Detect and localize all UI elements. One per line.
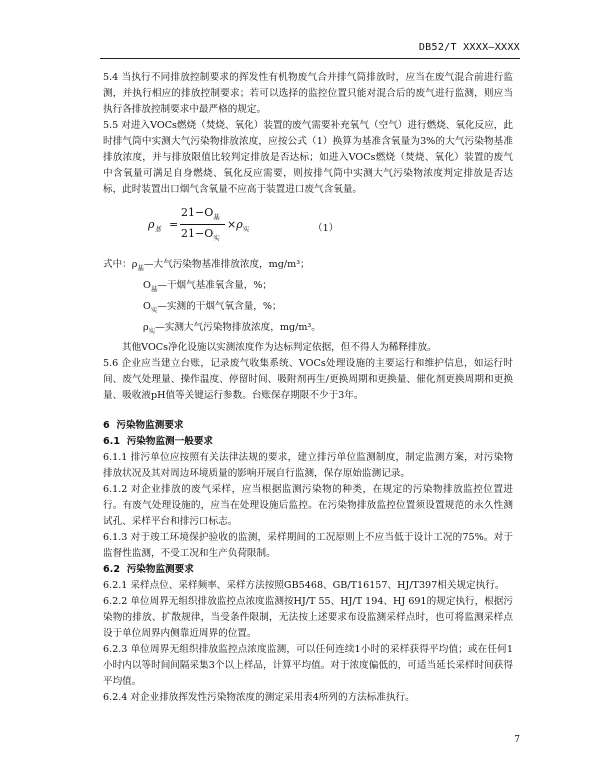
clause-6-1-3: 6.1.3 对于竣工环境保护验收的监测，采样期间的工况原则上不应当低于设计工况的75%。对于监督性监测，不受工况和生产负荷限制。 <box>103 531 513 559</box>
clause-text: 对进入VOCs燃烧（焚烧、氧化）装置的废气需要补充氧气（空气）进行燃烧、氧化反应，此时排气筒中实测大气污染物排放浓度，应按公式（1）换算为基准含氧量为3%的大气污染物基准排放浓度，并与排放限值比较判定排放是否达标；如进入VOCs燃烧（焚烧、氧化）装置的废气中含氧量可满足自身燃烧、氧化反应需要，则按排气筒中实测大气污染物浓度判定排放是否达标，此时装置出口烟气含氧量不应高于装置进口废气含氧量。 <box>103 120 513 195</box>
formula-rhs: $\times\rho_实$ <box>227 218 250 234</box>
clause-5-6 <box>103 356 513 404</box>
clause-6-2-4: 6.2.4 对企业排放挥发性污染物浓度的测定采用表4所列的方法标准执行。 <box>103 691 415 703</box>
standard-code-header: DB52/T XXXX—XXXX <box>418 42 520 53</box>
formula-definition: $O_实—$实测的干烟气氧含量，%； <box>143 300 282 314</box>
formula-definition: $O_基—$干烟气基准氧含量，%； <box>143 279 273 293</box>
formula-number: （1） <box>313 223 339 234</box>
section-6-2-heading: 6.2 污染物监测要求 <box>103 563 194 575</box>
clause-number: 5.5 <box>103 120 119 131</box>
clause-6-2-2: 6.2.2 单位周界无组织排放监控点浓度监测按HJ/T 55、HJ/T 194、HJ 691的规定执行，根据污染物的排放、扩散规律，当受条件限制，无法按上述要求布设监测采样点时，也可将监测采样点设于单位周界内侧靠近周界的位置。 <box>103 595 513 639</box>
formula-equals: = <box>169 218 179 231</box>
formula-denominator: $21-O_实$ <box>181 227 220 243</box>
formula-lhs: $\rho_基$ <box>148 218 161 234</box>
clause-5-5 <box>103 118 513 198</box>
formula-definition: $\rho_实—$实测大气污染物排放浓度，mg/m³。 <box>143 321 321 335</box>
clause-5-4 <box>103 70 513 118</box>
page-number: 7 <box>514 735 520 745</box>
formula-definition: 式中：$\rho_基—$大气污染物基准排放浓度，mg/m³； <box>103 259 310 272</box>
clause-6-1-2: 6.1.2 对企业排放的废气采样，应当根据监测污染物的种类，在规定的污染物排放监控位置进行。有废气处理设施的，应当在处理设施后监控。在污染物排放监控位置须设置规范的永久性测试孔、采样平台和排污口标志。 <box>103 483 513 527</box>
clause-text: 当执行不同排放控制要求的挥发性有机物废气合并排气筒排放时，应当在废气混合前进行监测，并执行相应的排放控制要求；若可以选择的监控位置只能对混合后的废气进行监测，则应当执行各排放控制要求中最严格的规定。 <box>103 72 513 115</box>
fraction-bar <box>180 224 225 225</box>
section-6-1-heading: 6.1 污染物监测一般要求 <box>103 435 214 447</box>
clause-text: 企业应当建立台账，记录废气收集系统、VOCs处理设施的主要运行和维护信息，如运行时间、废气处理量、操作温度、停留时间、吸附剂再生/更换周期和更换量、催化剂更换周期和更换量、吸收液pH值等关键运行参数。台账保存期限不少于3年。 <box>103 357 513 401</box>
clause-6-1-1: 6.1.1 排污单位应按照有关法律法规的要求，建立排污单位监测制度，制定监测方案，对污染物排放状况及其对周边环境质量的影响开展自行监测，保存原始监测记录。 <box>103 451 513 479</box>
formula-numerator: $21-O_基$ <box>181 206 220 222</box>
formula-1 <box>103 204 513 250</box>
document-body <box>103 70 513 706</box>
clause-number: 5.6 <box>103 357 119 369</box>
paragraph-other-facilities: 其他VOCs净化设施以实测浓度作为达标判定依据，但不得人为稀释排放。 <box>122 341 437 353</box>
clause-number: 5.4 <box>103 72 119 83</box>
section-6-heading: 6 污染物监测要求 <box>103 419 184 431</box>
header-rule <box>100 58 520 59</box>
clause-6-2-3: 6.2.3 单位周界无组织排放监控点浓度监测，可以任何连续1小时的采样获得平均值；或在任何1小时内以等时间间隔采集3个以上样品，计算平均值。对于浓度偏低的，可适当延长采样时间获得平均值。 <box>103 643 513 687</box>
clause-6-2-1: 6.2.1 采样点位、采样频率、采样方法按照GB5468、GB/T16157、HJ/T397相关规定执行。 <box>103 579 505 591</box>
